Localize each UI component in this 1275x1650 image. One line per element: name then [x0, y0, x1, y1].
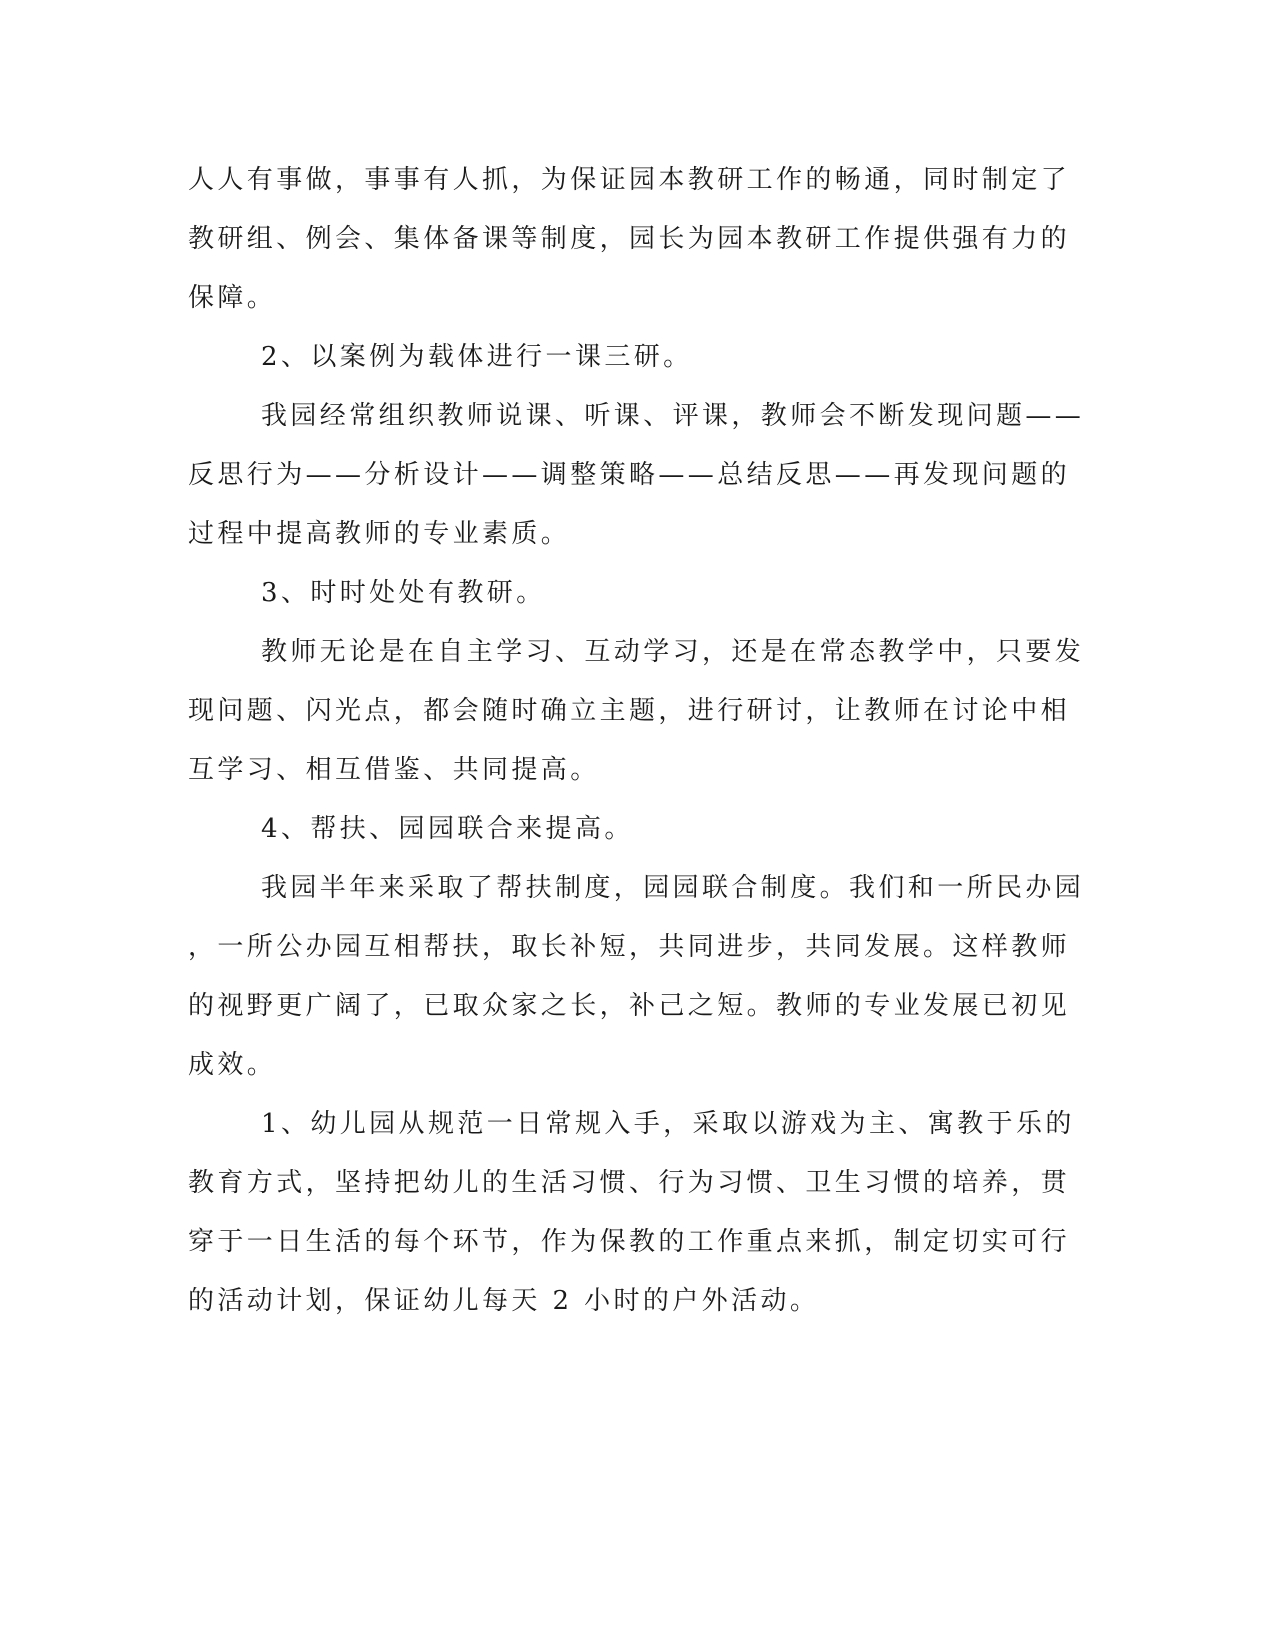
section-heading: 4、帮扶、园园联合来提高。 — [261, 814, 634, 844]
text-line: 成效。 — [188, 1050, 277, 1080]
text-line: 互学习、相互借鉴、共同提高。 — [188, 755, 600, 785]
section-heading: 3、时时处处有教研。 — [261, 578, 546, 608]
text-line: 1、幼儿园从规范一日常规入手，采取以游戏为主、寓教于乐的 — [261, 1109, 1075, 1139]
text-line: 教研组、例会、集体备课等制度，园长为园本教研工作提供强有力的 — [188, 224, 1071, 254]
text-line: 保障。 — [188, 283, 277, 313]
text-line: 教育方式，坚持把幼儿的生活习惯、行为习惯、卫生习惯的培养，贯 — [188, 1168, 1071, 1198]
text-line: ，一所公办园互相帮扶，取长补短，共同进步，共同发展。这样教师 — [188, 932, 1071, 962]
text-line: 穿于一日生活的每个环节，作为保教的工作重点来抓，制定切实可行 — [188, 1227, 1071, 1257]
text-line: 我园经常组织教师说课、听课、评课，教师会不断发现问题—— — [261, 401, 1085, 431]
text-line: 的活动计划，保证幼儿每天 2 小时的户外活动。 — [188, 1286, 820, 1316]
text-line: 过程中提高教师的专业素质。 — [188, 519, 571, 549]
text-line: 的视野更广阔了，已取众家之长，补己之短。教师的专业发展已初见 — [188, 991, 1071, 1021]
section-heading: 2、以案例为载体进行一课三研。 — [261, 342, 693, 372]
text-line: 我园半年来采取了帮扶制度，园园联合制度。我们和一所民办园 — [261, 873, 1085, 903]
text-line: 反思行为——分析设计——调整策略——总结反思——再发现问题的 — [188, 460, 1071, 490]
text-line: 教师无论是在自主学习、互动学习，还是在常态教学中，只要发 — [261, 637, 1085, 667]
text-line: 人人有事做，事事有人抓，为保证园本教研工作的畅通，同时制定了 — [188, 165, 1071, 195]
text-line: 现问题、闪光点，都会随时确立主题，进行研讨，让教师在讨论中相 — [188, 696, 1071, 726]
